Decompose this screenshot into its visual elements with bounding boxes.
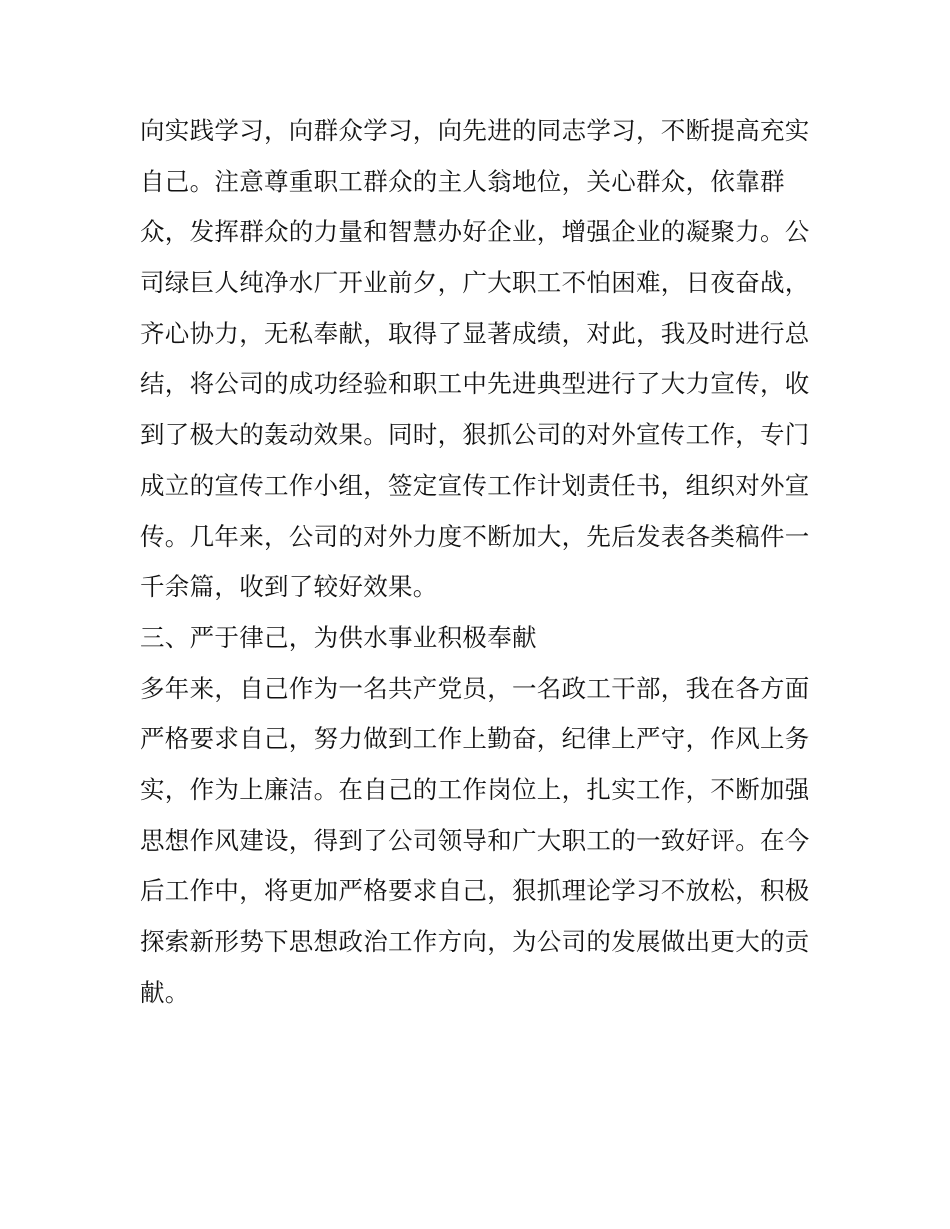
text-line: 后工作中，将更加严格要求自己，狠抓理论学习不放松，积极: [140, 876, 810, 906]
text-line: 传。几年来，公司的对外力度不断加大，先后发表各类稿件一: [140, 521, 810, 551]
text-line: 千余篇，收到了较好效果。: [140, 572, 438, 602]
text-line: 献。: [140, 977, 190, 1007]
section-heading: 三、严于律己，为供水事业积极奉献: [140, 622, 537, 652]
text-line: 众，发挥群众的力量和智慧办好企业，增强企业的凝聚力。公: [140, 217, 810, 247]
text-line: 结，将公司的成功经验和职工中先进典型进行了大力宣传，收: [140, 369, 810, 399]
text-line: 司绿巨人纯净水厂开业前夕，广大职工不怕困难，日夜奋战，: [140, 268, 810, 298]
text-line: 探索新形势下思想政治工作方向，为公司的发展做出更大的贡: [140, 927, 810, 956]
text-line: 齐心协力，无私奉献，取得了显著成绩，对此，我及时进行总: [140, 318, 810, 348]
text-line: 向实践学习，向群众学习，向先进的同志学习，不断提高充实: [140, 116, 810, 145]
text-line: 到了极大的轰动效果。同时，狠抓公司的对外宣传工作，专门: [140, 420, 810, 450]
text-line: 多年来，自己作为一名共产党员，一名政工干部，我在各方面: [140, 673, 810, 703]
text-line: 严格要求自己，努力做到工作上勤奋，纪律上严守，作风上务: [140, 724, 810, 754]
text-line: 自己。注意尊重职工群众的主人翁地位，关心群众，依靠群: [140, 166, 785, 196]
text-line: 成立的宣传工作小组，签定宣传工作计划责任书，组织对外宣: [140, 470, 810, 500]
text-line: 思想作风建设，得到了公司领导和广大职工的一致好评。在今: [140, 825, 810, 855]
document-body: [140, 106, 820, 1018]
text-line: 实，作为上廉洁。在自己的工作岗位上，扎实工作，不断加强: [140, 774, 810, 804]
